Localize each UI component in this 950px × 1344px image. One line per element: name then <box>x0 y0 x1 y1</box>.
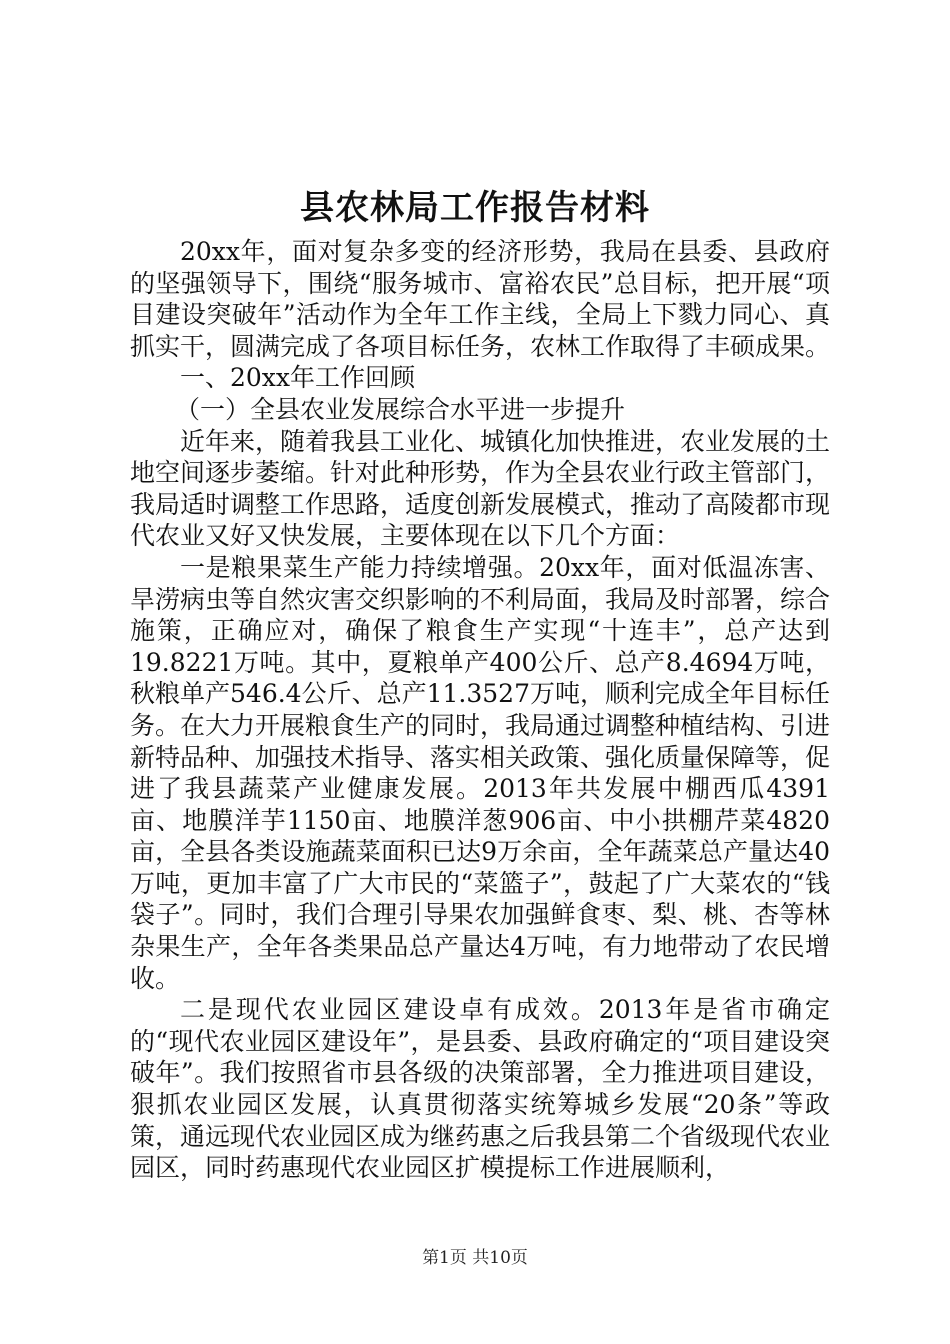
page-number-footer: 第1页 共10页 <box>422 1248 528 1268</box>
body-paragraph: 近年来，随着我县工业化、城镇化加快推进，农业发展的土地空间逐步萎缩。针对此种形势，作为全县农业行政主管部门，我局适时调整工作思路，适度创新发展模式，推动了高陵都市现代农业又好又快发展，主要体现在以下几个方面： <box>130 426 831 551</box>
body-paragraph: 二是现代农业园区建设卓有成效。2013年是省市确定的“现代农业园区建设年”，是县委、县政府确定的“项目建设突破年”。我们按照省市县各级的决策部署，全力推进项目建设，狠抓农业园区发展，认真贯彻落实统筹城乡发展“20条”等政策，通远现代农业园区成为继药惠之后我县第二个省级现代农业园区，同时药惠现代农业园区扩模提标工作进展顺利， <box>130 995 831 1183</box>
section-heading: 一、20xx年工作回顾 <box>180 363 416 393</box>
body-paragraph: 一是粮果菜生产能力持续增强。20xx年，面对低温冻害、旱涝病虫等自然灾害交织影响的不利局面，我局及时部署，综合施策，正确应对，确保了粮食生产实现“十连丰”，总产达到19.8221万吨。其中，夏粮单产400公斤、总产8.4694万吨，秋粮单产546.4公斤、总产11.3527万吨，顺利完成全年目标任务。在大力开展粮食生产的同时，我局通过调整种植结构、引进新特品种、加强技术指导、落实相关政策、强化质量保障等，促进了我县蔬菜产业健康发展。2013年共发展中棚西瓜4391亩、地膜洋芋1150亩、地膜洋葱906亩、中小拱棚芹菜4820亩，全县各类设施蔬菜面积已达9万余亩，全年蔬菜总产量达40万吨，更加丰富了广大市民的“菜篮子”，鼓起了广大菜农的“钱袋子”。同时，我们合理引导果农加强鲜食枣、梨、桃、杏等林杂果生产，全年各类果品总产量达4万吨，有力地带动了农民增收。 <box>130 552 831 993</box>
intro-paragraph: 20xx年，面对复杂多变的经济形势，我局在县委、县政府的坚强领导下，围绕“服务城市、富裕农民”总目标，把开展“项目建设突破年”活动作为全年工作主线，全局上下戮力同心、真抓实干，圆满完成了各项目标任务，农林工作取得了丰硕成果。 <box>130 237 831 361</box>
document-body <box>130 236 830 1184</box>
subsection-heading: （一）全县农业发展综合水平进一步提升 <box>175 394 626 424</box>
document-title: 县农林局工作报告材料 <box>300 188 650 228</box>
